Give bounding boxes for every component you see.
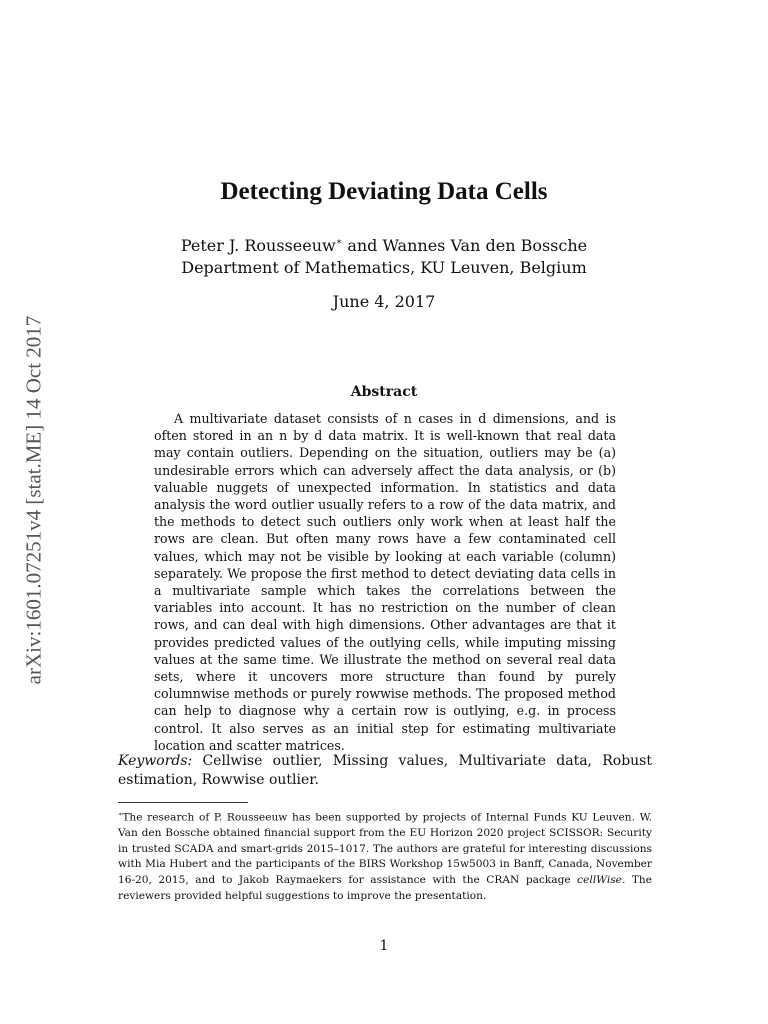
author-names: Peter J. Rousseeuw [180, 236, 336, 255]
paper-date: June 4, 2017 [332, 292, 436, 311]
author-names-rest: and Wannes Van den Bossche [342, 236, 588, 255]
footnote-text: The research of P. Rousseeuw has been supported by projects of Internal Funds KU Leuven. W. Van den Bossche obtained financial support from the EU Horizon 2020 project SCISSOR: Security in trusted SCADA and smart-grids 2015–1017. The authors are grateful for interesting discussions with Mia Hubert and the participants of the BIRS Workshop 15w5003 in Banff, Canada, November 16-20, 2015, and to Jakob Raymaekers for assistance with the CRAN package [118, 811, 652, 886]
keywords-text: Cellwise outlier, Missing values, Multivariate data, Robust estimation, Rowwise outlier. [118, 753, 652, 788]
abstract-heading: Abstract [350, 384, 418, 400]
footnote-mark: ∗ [118, 811, 123, 818]
keywords-label: Keywords: [118, 753, 193, 769]
footnote [118, 807, 652, 904]
abstract-text: A multivariate dataset consists of n cases in d dimensions, and is often stored in an n by d data matrix. It is well-known that real data may contain outliers. Depending on the situation, outliers may be (a) undesirable errors which can adversely affect the data analysis, or (b) valuable nuggets of unexpected information. In statistics and data analysis the word outlier usually refers to a row of the data matrix, and the methods to detect such outliers only work when at least half the rows are clean. But often many rows have a few contaminated cell values, which may not be visible by looking at each variable (column) separately. We propose the first method to detect deviating data cells in a multivariate sample which takes the correlations between the variables into account. It has no restriction on the number of clean rows, and can deal with high dimensions. Other advantages are that it provides predicted values of the outlying cells, while imputing missing values at the same time. We illustrate the method on several real data sets, where it uncovers more structure than found by purely columnwise methods or purely rowwise methods. The proposed method can help to diagnose why a certain row is outlying, e.g. in process control. It also serves as an initial step for estimating multivariate location and scatter matrices. [154, 411, 616, 753]
arxiv-sidebar [14, 260, 54, 740]
arxiv-identifier: arXiv:1601.07251v4 [stat.ME] 14 Oct 2017 [21, 315, 46, 685]
affiliation: Department of Mathematics, KU Leuven, Belgium [181, 258, 587, 277]
keywords [118, 752, 652, 790]
page-number: 1 [379, 938, 389, 954]
author-line [0, 236, 768, 255]
footnote-rule [118, 802, 248, 803]
footnote-text-end: . The reviewers provided helpful suggestions to improve the presentation. [118, 873, 652, 902]
paper-title: Detecting Deviating Data Cells [220, 178, 548, 205]
author-footnote-mark: ∗ [335, 236, 343, 248]
footnote-package-name: cellWise [577, 873, 622, 886]
